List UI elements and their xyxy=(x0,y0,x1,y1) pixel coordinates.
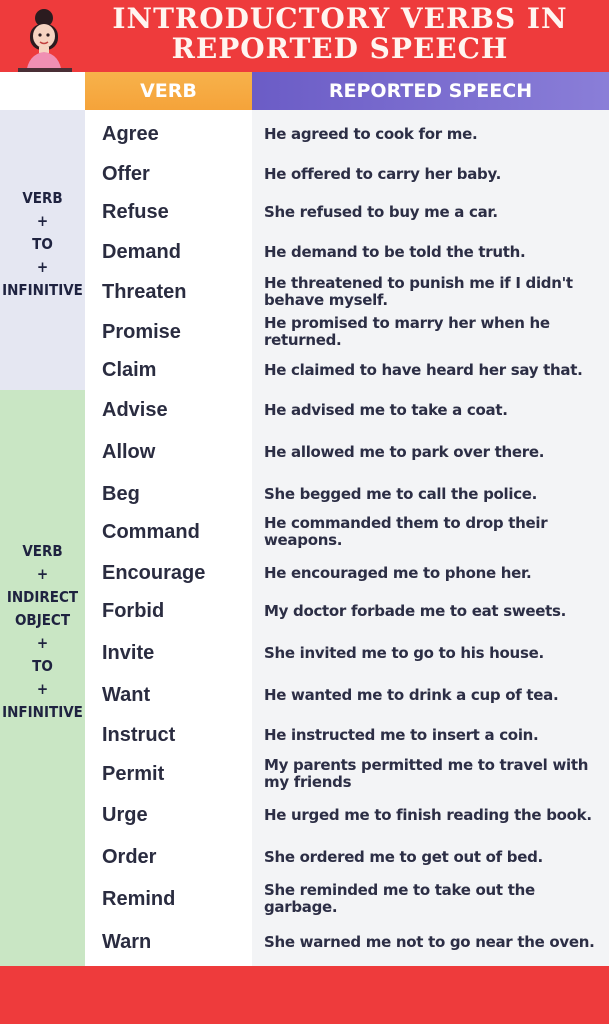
speech-cell: He promised to marry her when he returned. xyxy=(264,314,550,349)
verb-cell: Agree xyxy=(102,123,159,145)
speech-cell: He agreed to cook for me. xyxy=(264,124,478,143)
table-row xyxy=(0,553,609,593)
verb-cell: Invite xyxy=(102,642,155,664)
speech-cell: My doctor forbade me to eat sweets. xyxy=(264,601,567,620)
page-title xyxy=(80,4,600,64)
verb-cell: Urge xyxy=(102,804,148,826)
group-label-1: VERB + TO + INFINITIVE xyxy=(2,189,83,299)
table-row xyxy=(0,591,609,631)
speech-cell: He urged me to finish reading the book. xyxy=(264,805,592,824)
table-row xyxy=(0,272,609,312)
table-row xyxy=(0,715,609,755)
verb-cell: Promise xyxy=(102,321,181,343)
verb-column-header: VERB xyxy=(85,72,252,110)
table-row xyxy=(0,312,609,352)
verb-cell: Instruct xyxy=(102,724,176,746)
speech-cell: He allowed me to park over there. xyxy=(264,442,545,461)
speech-cell: He advised me to take a coat. xyxy=(264,400,508,419)
speech-cell: He wanted me to drink a cup of tea. xyxy=(264,685,559,704)
table-row xyxy=(0,675,609,715)
table-row xyxy=(0,154,609,194)
table-row xyxy=(0,754,609,794)
table-row xyxy=(0,922,609,962)
speech-cell: She ordered me to get out of bed. xyxy=(264,847,543,866)
bottom-banner xyxy=(0,966,609,1024)
speech-cell: My parents permitted me to travel with my friends xyxy=(264,756,589,791)
reported-speech-column-header: REPORTED SPEECH xyxy=(252,72,609,110)
verb-cell: Threaten xyxy=(102,281,187,303)
verb-cell: Offer xyxy=(102,163,150,185)
verb-cell: Want xyxy=(102,684,151,706)
table-row xyxy=(0,474,609,514)
verb-cell: Encourage xyxy=(102,562,206,584)
verb-cell: Warn xyxy=(102,931,152,953)
speech-cell: He threatened to punish me if I didn't behave myself. xyxy=(264,274,573,309)
verb-cell: Claim xyxy=(102,359,157,381)
verb-cell: Order xyxy=(102,846,157,868)
table-row xyxy=(0,432,609,472)
group-label-2: VERB + INDIRECT OBJECT + TO + INFINITIVE xyxy=(2,542,83,721)
table-row xyxy=(0,512,609,552)
verb-cell: Advise xyxy=(102,399,168,421)
table-row xyxy=(0,114,609,154)
speech-cell: She warned me not to go near the oven. xyxy=(264,932,595,951)
header-blank xyxy=(0,72,85,110)
table-row xyxy=(0,633,609,673)
verb-cell: Forbid xyxy=(102,600,165,622)
speech-cell: He instructed me to insert a coin. xyxy=(264,725,539,744)
verb-cell: Demand xyxy=(102,241,181,263)
table-row xyxy=(0,390,609,430)
table-row xyxy=(0,192,609,232)
table-row xyxy=(0,879,609,919)
table-row xyxy=(0,837,609,877)
title-line-2: REPORTED SPEECH xyxy=(171,32,509,65)
verb-cell: Command xyxy=(102,521,200,543)
speech-cell: She begged me to call the police. xyxy=(264,484,538,503)
speech-cell: He commanded them to drop their weapons. xyxy=(264,514,548,549)
speech-cell: He offered to carry her baby. xyxy=(264,164,501,183)
verb-cell: Remind xyxy=(102,888,176,910)
table-row xyxy=(0,232,609,272)
table-row xyxy=(0,795,609,835)
verb-cell: Permit xyxy=(102,763,165,785)
speech-cell: She refused to buy me a car. xyxy=(264,202,498,221)
speech-cell: She reminded me to take out the garbage. xyxy=(264,881,535,916)
speech-cell: She invited me to go to his house. xyxy=(264,643,544,662)
speech-cell: He claimed to have heard her say that. xyxy=(264,360,583,379)
speech-cell: He encouraged me to phone her. xyxy=(264,563,532,582)
speech-cell: He demand to be told the truth. xyxy=(264,242,526,261)
title-line-1: INTRODUCTORY VERBS IN xyxy=(112,2,568,35)
verb-cell: Refuse xyxy=(102,201,169,223)
verb-cell: Allow xyxy=(102,441,156,463)
table-row xyxy=(0,350,609,390)
verb-cell: Beg xyxy=(102,483,140,505)
